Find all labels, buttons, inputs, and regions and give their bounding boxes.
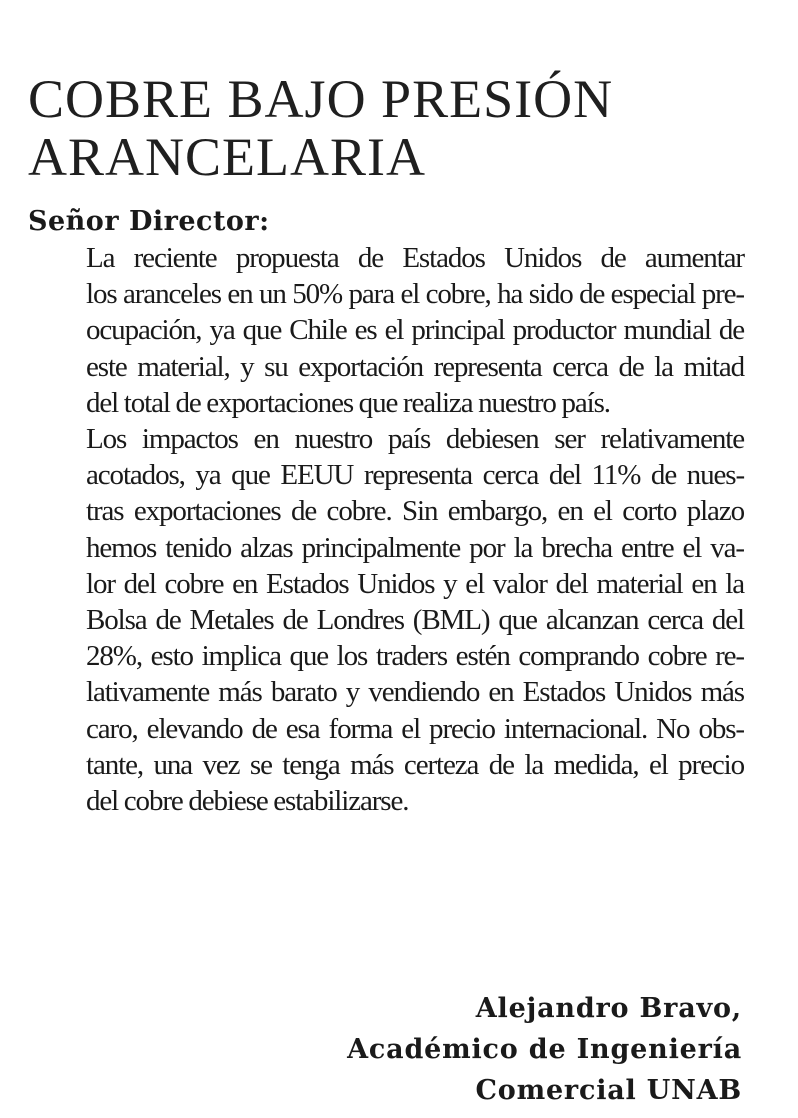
text-line: lativamente más barato y vendiendo en Estados Unidos más: [86, 676, 744, 709]
letter-body: [28, 240, 744, 819]
text-line: La reciente propuesta de Estados Unidos de aumentar: [86, 242, 744, 274]
text-line: tante, una vez se tenga más certeza de la medida, el precio: [86, 748, 744, 781]
text-line: acotados, ya que EEUU representa cerca del 11% de nues-: [86, 459, 744, 492]
signature-title: Académico de Ingeniería: [347, 1034, 742, 1065]
headline-line: COBRE BAJO PRESIÓN: [28, 69, 614, 129]
text-line: los aranceles en un 50% para el cobre, ha sido de especial pre-: [86, 278, 744, 311]
headline-line: ARANCELARIA: [28, 127, 426, 187]
signature: [347, 988, 742, 1111]
paragraph: [28, 421, 744, 819]
text-line: este material, y su exportación representa cerca de la mitad: [86, 350, 744, 383]
text-line: hemos tenido alzas principalmente por la brecha entre el va-: [86, 531, 744, 564]
letter-article: [28, 70, 744, 819]
text-line: lor del cobre en Estados Unidos y el valor del material en la: [86, 567, 744, 600]
paragraph: [28, 240, 744, 421]
text-line: 28%, esto implica que los traders estén comprando cobre re-: [86, 640, 744, 673]
text-line: del cobre debiese estabilizarse.: [86, 785, 409, 818]
headline: [28, 70, 744, 186]
text-line: ocupación, ya que Chile es el principal productor mundial de: [86, 314, 744, 347]
salutation: Señor Director:: [28, 206, 270, 237]
text-line: del total de exportaciones que realiza nuestro país.: [86, 386, 610, 419]
text-line: tras exportaciones de cobre. Sin embargo, en el corto plazo: [86, 495, 744, 528]
signature-affiliation: Comercial UNAB: [475, 1075, 742, 1106]
signature-name: Alejandro Bravo,: [475, 993, 742, 1024]
text-line: Los impactos en nuestro país debiesen ser relativamente: [86, 423, 744, 456]
text-line: Bolsa de Metales de Londres (BML) que alcanzan cerca del: [86, 604, 744, 637]
text-line: caro, elevando de esa forma el precio internacional. No obs-: [86, 712, 744, 745]
